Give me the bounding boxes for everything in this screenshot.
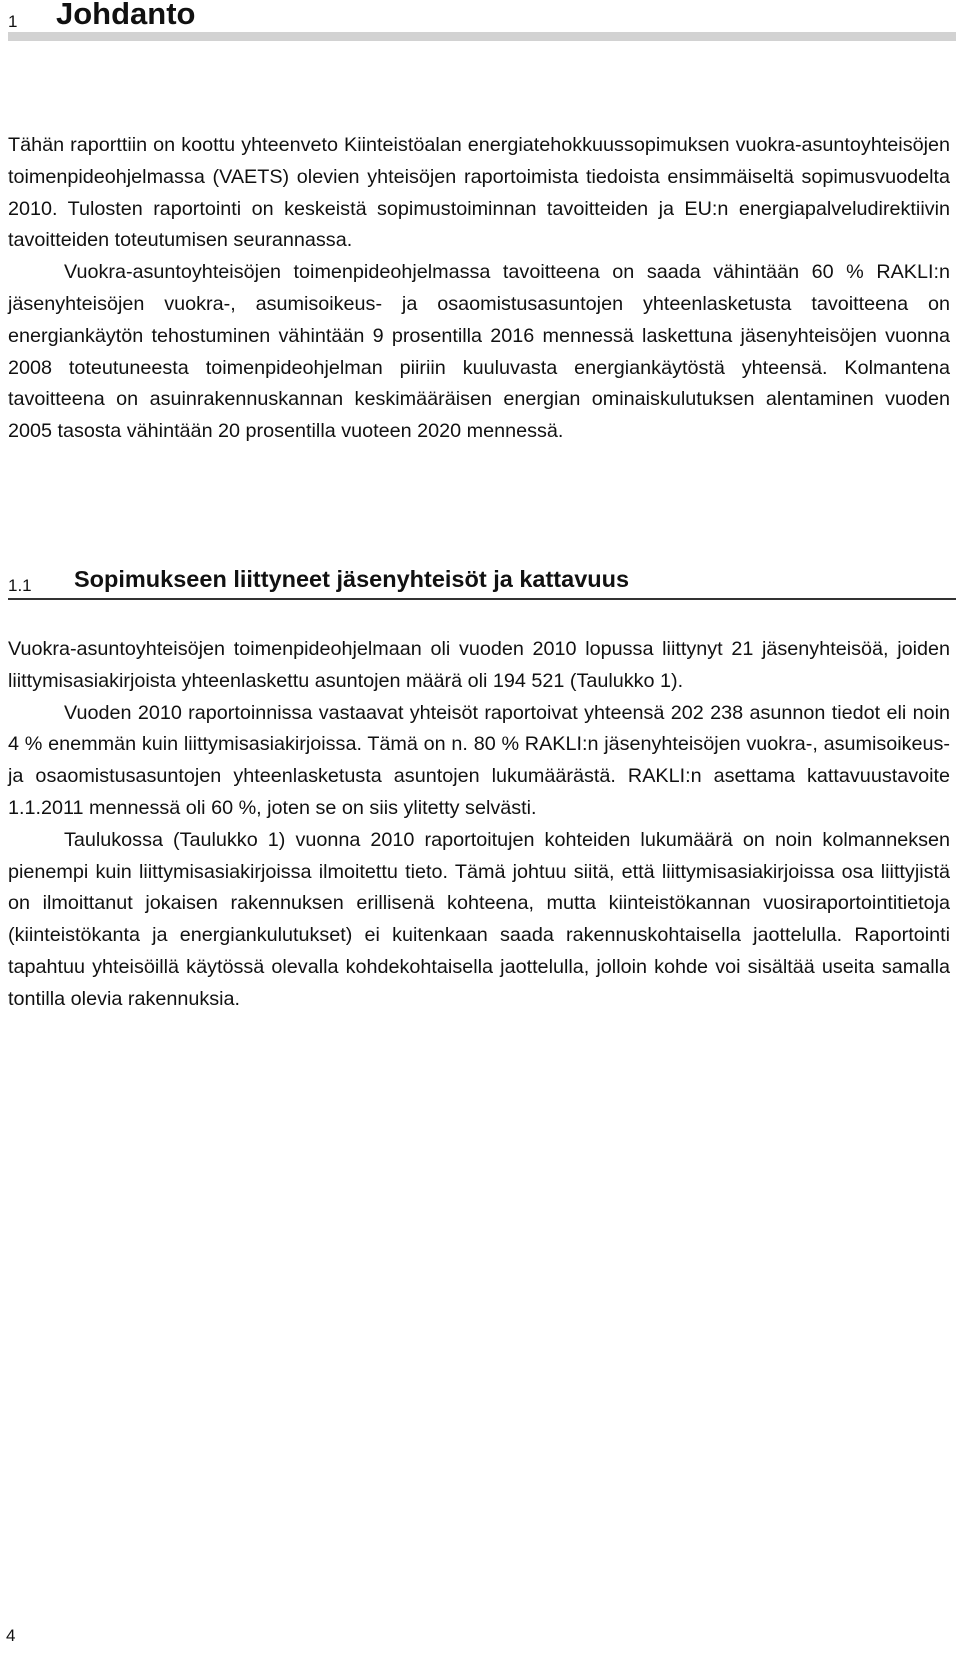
coverage-paragraph-1: Vuokra-asuntoyhteisöjen toimenpideohjelmaan oli vuoden 2010 lopussa liittynyt 21 jäsenyhteisöä, joiden liittymisasiakirjoista yhteenlaskettu asuntojen määrä oli 194 521 (Taulukko 1).	[8, 638, 950, 692]
chapter-number: 1	[8, 12, 18, 31]
intro-paragraph-1: Tähän raporttiin on koottu yhteenveto Kiinteistöalan energiatehokkuussopimuksen vuokra-asuntoyhteisöjen toimenpideohjelmassa (VAETS) olevien yhteisöjen raportoimista tiedoista ensimmäiseltä sopimusvuodelta 2010. Tulosten raportointi on keskeistä sopimustoiminnan tavoitteiden ja EU:n energiapalveludirektiivin tavoitteiden toteutumisen seurannassa.	[8, 134, 950, 252]
coverage-section	[8, 634, 950, 1016]
intro-paragraph-2: Vuokra-asuntoyhteisöjen toimenpideohjelmassa tavoitteena on saada vähintään 60 % RAKLI:n jäsenyhteisöjen vuokra-, asumisoikeus- ja osaomistusasuntojen yhteenlasketusta tavoitteena on energiankäytön tehostuminen vähintään 9 prosentilla 2016 mennessä laskettuna jäsenyhteisöjen vuonna 2008 toteutuneesta toimenpideohjelman piiriin kuuluvasta energiankäytöstä yhteensä. Kolmantena tavoitteena on asuinrakennuskannan keskimääräisen energian ominaiskulutuksen alentaminen vuoden 2005 tasosta vähintään 20 prosentilla vuoteen 2020 mennessä.	[8, 261, 950, 443]
coverage-paragraph-3: Taulukossa (Taulukko 1) vuonna 2010 raportoitujen kohteiden lukumäärä on noin kolmanneksen pienempi kuin liittymisasiakirjoissa ilmoitettu tieto. Tämä johtuu siitä, että liittymisasiakirjoissa osa liittyjistä on ilmoittanut jokaisen rakennuksen erillisenä kohteena, mutta kiinteistökannan vuosiraportointitietoja (kiinteistökanta ja energiankulutukset) ei kuitenkaan saada rakennuskohtaisella jaottelulla. Raportointi tapahtuu yhteisöillä käytössä olevalla kohdekohtaisella jaottelulla, jolloin kohde voi sisältää useita samalla tontilla olevia rakennuksia.	[8, 828, 950, 1010]
section-heading	[8, 566, 956, 602]
section-title: Sopimukseen liittyneet jäsenyhteisöt ja kattavuus	[74, 566, 630, 592]
chapter-heading-rule	[8, 32, 956, 41]
chapter-title: Johdanto	[56, 0, 196, 31]
page-number: 4	[6, 1626, 16, 1645]
intro-section	[8, 130, 950, 448]
coverage-paragraph-2: Vuoden 2010 raportoinnissa vastaavat yhteisöt raportoivat yhteensä 202 238 asunnon tiedot eli noin 4 % enemmän kuin liittymisasiakirjoissa. Tämä on n. 80 % RAKLI:n jäsenyhteisöjen vuokra-, asumisoikeus- ja osaomistusasuntojen yhteenlasketusta asuntojen lukumäärästä. RAKLI:n asettama kattavuustavoite 1.1.2011 mennessä oli 60 %, joten se on siis ylitetty selvästi.	[8, 701, 950, 819]
section-number: 1.1	[8, 576, 32, 595]
section-heading-rule	[8, 598, 956, 600]
